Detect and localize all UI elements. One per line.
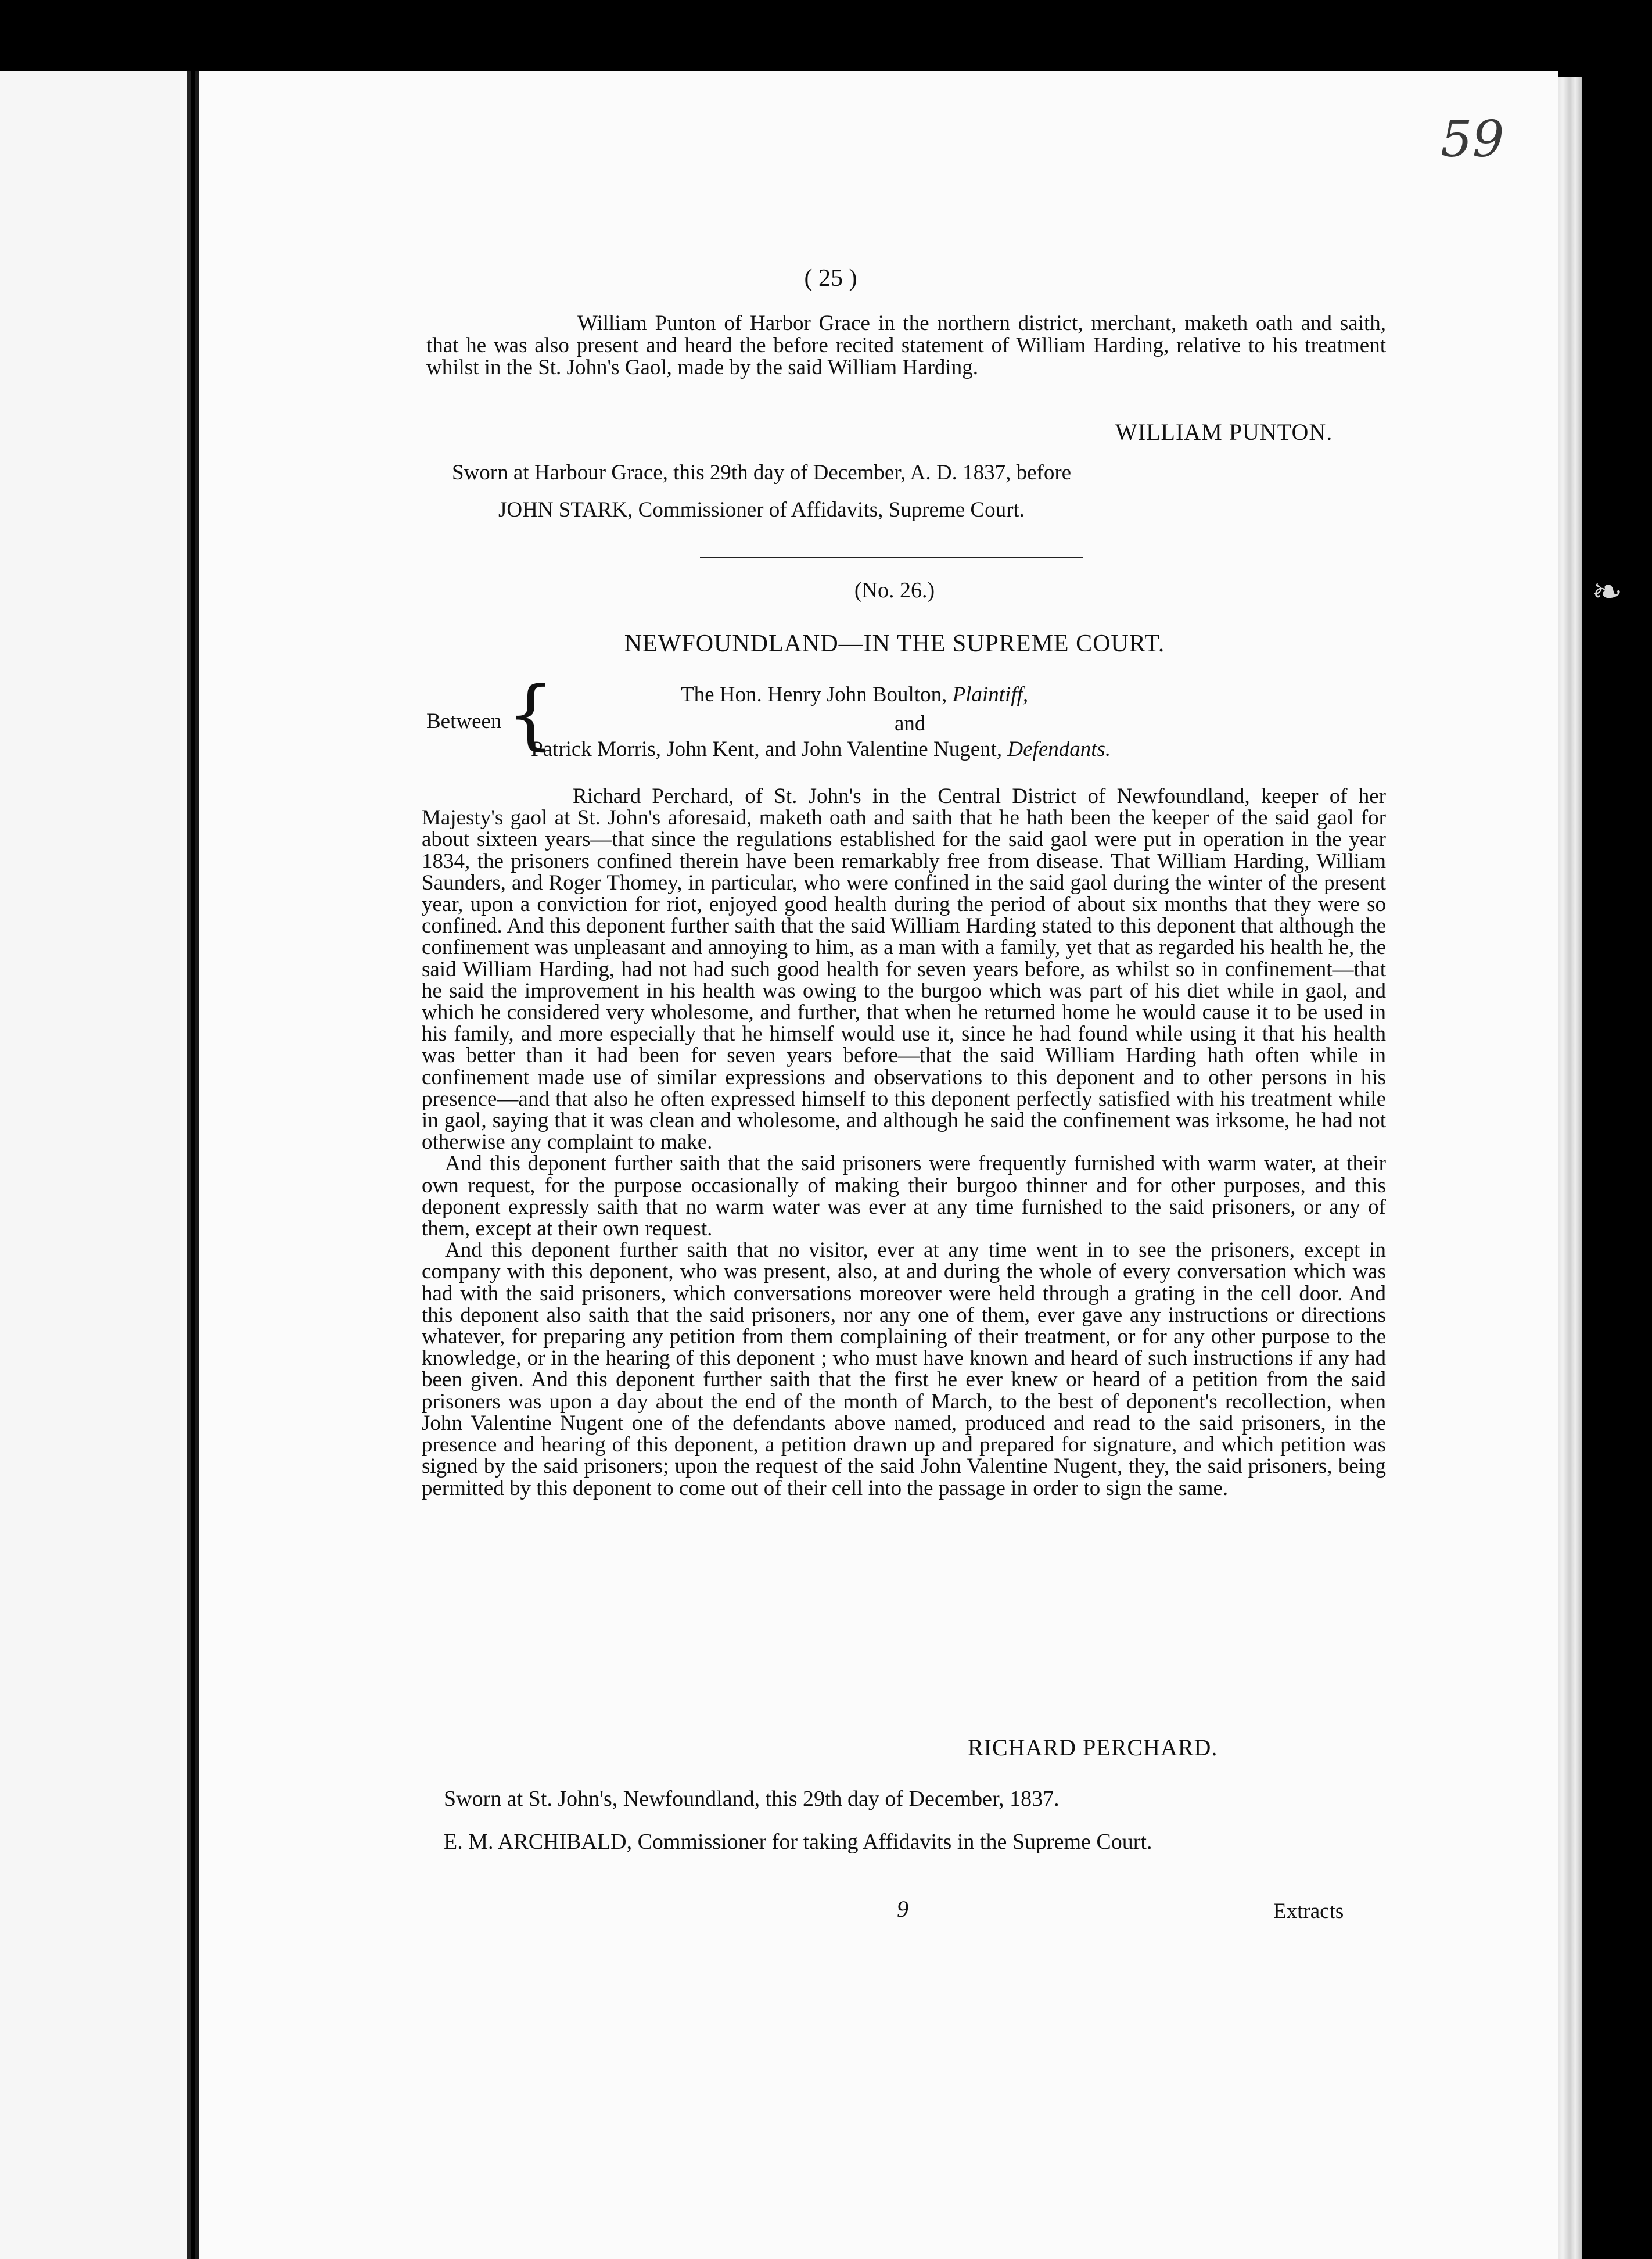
page-number: ( 25 ) [804,265,857,292]
court-heading: NEWFOUNDLAND—IN THE SUPREME COURT. [624,630,1165,657]
margin-smudge: ❧ [1592,571,1623,612]
page-fore-edge [1554,77,1582,2259]
affidavit-25-sworn: Sworn at Harbour Grace, this 29th day of December, A. D. 1837, before [452,461,1072,485]
affidavit-26-paragraph-2: And this deponent further saith that the said prisoners were frequently furnished with warm water, at their own request, for the purpose occasionally of making their burgoo thinner and for other purposes, and this deponent expressly saith that no warm water was ever at any time furnished to the said prisoners, or any of them, except at their own request. [422,1152,1386,1241]
affidavit-25-body: William Punton of Harbor Grace in the northern district, merchant, maketh oath and saith, that he was also present and heard the before recited statement of William Harding, relative to his treatment whilst in the St. John's Gaol, made by the said William Harding. [426,311,1386,379]
between-label: Between [426,709,502,733]
affidavit-26-sworn: Sworn at St. John's, Newfoundland, this 29th day of December, 1837. [444,1787,1060,1811]
brace-glyph: { [507,670,555,758]
plaintiff-name: The Hon. Henry John Boulton, [681,683,947,707]
affidavit-26-signature: RICHARD PERCHARD. [968,1734,1218,1760]
affidavit-25-signature: WILLIAM PUNTON. [1115,419,1333,445]
plaintiff-role: Plaintiff, [952,683,1029,707]
defendants-role: Defendants. [1007,737,1111,761]
plaintiff-line [681,682,1028,707]
and-connector: and [895,712,926,736]
affidavit-25-body-container [426,313,1386,379]
folio-number: 59 [1441,110,1504,168]
affidavit-25-commissioner: JOHN STARK, Commissioner of Affidavits, Supreme Court. [498,498,1025,522]
adjacent-page-edge [0,71,191,2259]
affidavit-26-paragraph-3: And this deponent further saith that no visitor, ever at any time went in to see the prisoners, except in company with this deponent, who was present, also, at and during the whole of every conversation which was had with the said prisoners, which conversations moreover were held through a grating in the cell door. And this deponent also saith that the said prisoners, nor any one of them, ever gave any instructions or directions whatever, for preparing any petition from them complaining of their treatment, or for any other purpose to the knowledge, or in the hearing of this deponent ; who must have known and heard of such instructions if any had been given. And this deponent further saith that the first he ever knew or heard of a petition from the said prisoners was upon a day about the end of the month of March, to the best of deponent's recollection, when John Valentine Nugent one of the defendants above named, produced and read to the said prisoners, in the presence and hearing of this deponent, a petition drawn up and prepared for signature, and which petition was signed by the said prisoners; upon the request of the said John Valentine Nugent, they, the said prisoners, being permitted by this deponent to come out of their cell into the passage in order to sign the same. [422,1238,1386,1500]
affidavit-26-paragraph-1: Richard Perchard, of St. John's in the Central District of Newfoundland, keeper of her Majesty's gaol at St. John's aforesaid, maketh oath and saith that he hath been the keeper of the said gaol for about sixteen years—that since the regulations established for the said gaol were put in operation in the year 1834, the prisoners confined therein have been remarkably free from disease. That William Harding, William Saunders, and Roger Thomey, in particular, who were confined in the said gaol during the winter of the present year, upon a conviction for riot, enjoyed good health during the period of about six months that they were so confined. And this deponent further saith that the said William Harding stated to this deponent that although the confinement was unpleasant and annoying to him, as a man with a family, yet that as regarded his health he, the said William Harding, had not had such good health for seven years before, as whilst so in confinement—that he said the improvement in his health was owing to the burgoo which was part of his diet while in gaol, and which he considered very wholesome, and further, that when he returned home he would cause it to be used in his family, and more especially that he himself would use it, since he had found while using it that his health was better than it had been for seven years before—that the said William Harding hath often while in confinement made use of similar expressions and observations to this deponent and to other persons in his presence—and that also he often expressed himself to this deponent perfectly satisfied with his treatment while in gaol, saying that it was clean and wholesome, and although he said the confinement was irksome, he had not otherwise any complaint to make. [422,784,1386,1154]
catchword: Extracts [1273,1899,1344,1923]
signature-mark: 9 [897,1896,908,1922]
affidavit-26-commissioner: E. M. ARCHIBALD, Commissioner for taking Affidavits in the Supreme Court. [444,1830,1152,1854]
defendants-names: Patrick Morris, John Kent, and John Valentine Nugent, [531,737,1003,761]
defendants-line [531,737,1111,762]
affidavit-26-number: (No. 26.) [854,578,935,603]
section-divider [700,557,1083,558]
affidavit-26-body [422,786,1386,1499]
